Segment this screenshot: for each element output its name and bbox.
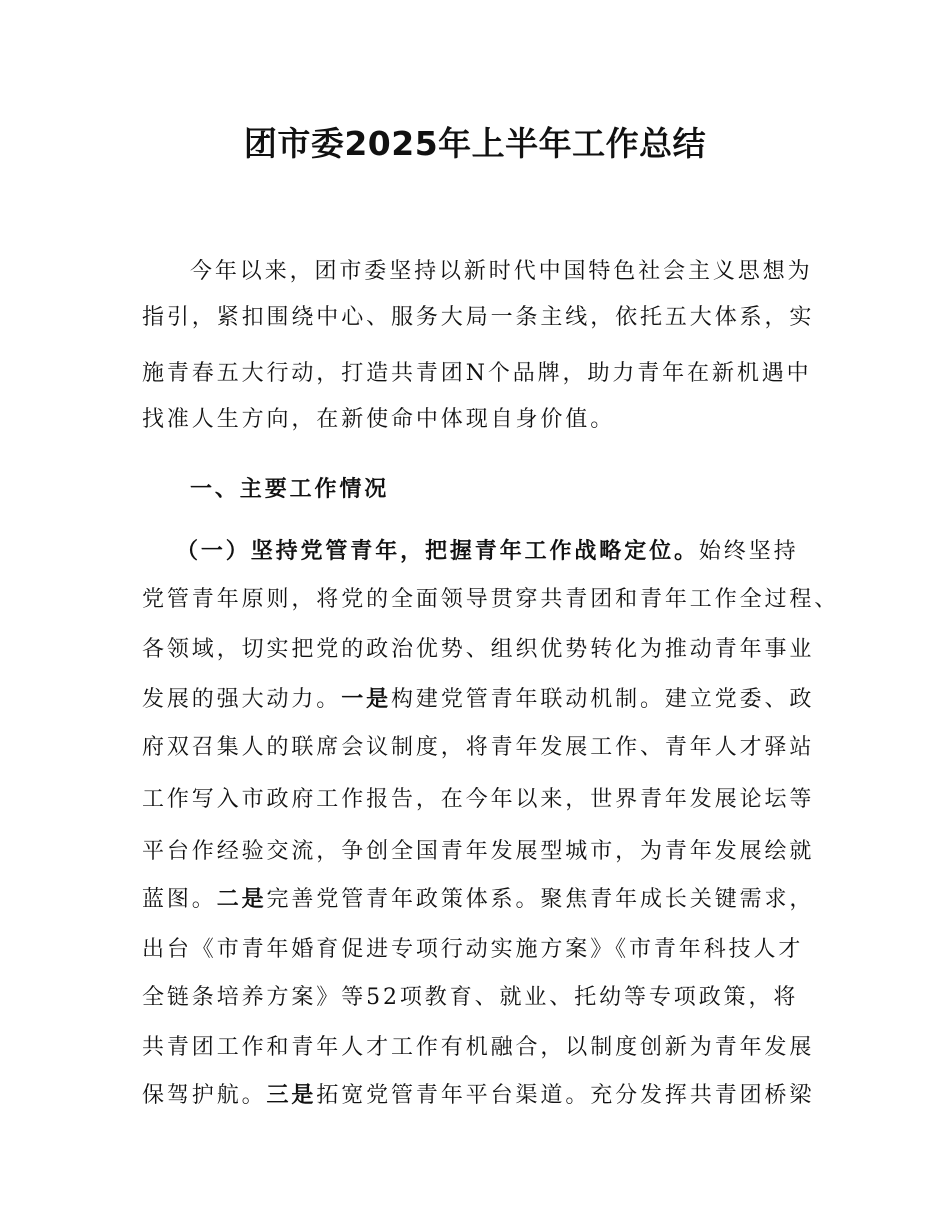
intro-line: 今年以来，团市委坚持以新时代中国特色社会主义思想为: [190, 259, 813, 284]
body-line: [142, 1081, 814, 1111]
body-line: [176, 537, 799, 567]
body-line: 党管青年原则，将党的全面领导贯穿共青团和青年工作全过程、: [142, 587, 840, 612]
body-text: 始终坚持: [698, 539, 799, 564]
body-text: 蓝图。: [142, 887, 217, 912]
body-line: [142, 885, 814, 915]
body-line: 共青团工作和青年人才工作有机融合，以制度创新为青年发展: [142, 1035, 815, 1060]
intro-line: 施青春五大行动，打造共青团N个品牌，助力青年在新机遇中: [142, 361, 812, 386]
body-text: 发展的强大动力。: [142, 687, 342, 712]
bold-marker: 二是: [216, 887, 267, 912]
body-line: 平台作经验交流，争创全国青年发展型城市，为青年发展绘就: [142, 839, 815, 864]
bold-marker: 三是: [266, 1083, 317, 1108]
body-text: 构建党管青年联动机制。建立党委、政: [391, 687, 815, 712]
body-line: [142, 685, 814, 715]
intro-line: 指引，紧扣围绕中心、服务大局一条主线，依托五大体系，实: [142, 305, 815, 330]
body-line: 各领域，切实把党的政治优势、组织优势转化为推动青年事业: [142, 637, 815, 662]
intro-line: 找准人生方向，在新使命中体现自身价值。: [142, 407, 616, 432]
body-line: 全链条培养方案》等52项教育、就业、托幼等专项政策，将: [142, 985, 799, 1010]
body-line: 工作写入市政府工作报告，在今年以来，世界青年发展论坛等: [142, 787, 815, 812]
document-title: 团市委2025年上半年工作总结: [243, 124, 707, 163]
body-text: 完善党管青年政策体系。聚焦青年成长关键需求，: [266, 887, 815, 912]
body-text: 拓宽党管青年平台渠道。充分发挥共青团桥梁: [316, 1083, 815, 1108]
section-heading: 一、主要工作情况: [190, 477, 390, 502]
body-line: 出台《市青年婚育促进专项行动实施方案》《市青年科技人才: [142, 937, 804, 962]
bold-marker: 一是: [341, 687, 392, 712]
body-line: 府双召集人的联席会议制度，将青年发展工作、青年人才驿站: [142, 735, 815, 760]
subheading: （一）坚持党管青年，把握青年工作战略定位。: [176, 539, 699, 564]
body-text: 保驾护航。: [142, 1083, 267, 1108]
